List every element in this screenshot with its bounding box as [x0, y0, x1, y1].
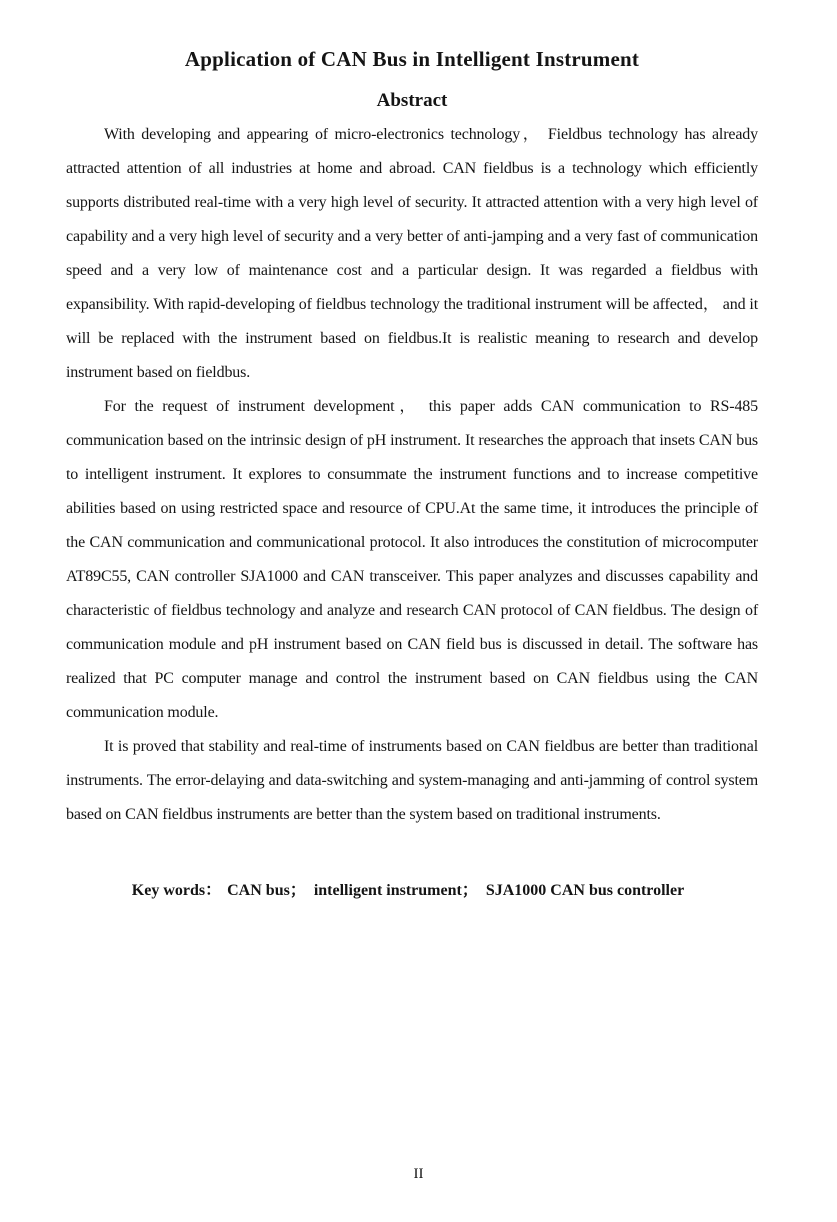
abstract-paragraph-1: With developing and appearing of micro-electronics technology， Fieldbus technology has already attracted attention of all industries at home and abroad. CAN fieldbus is a technology which efficiently supports distributed real-time with a very high level of security. It attracted attention with a very high level of capability and a very high level of security and a very better of anti-jamping and a very fast of communication speed and a very low of maintenance cost and a particular design. It was regarded a fieldbus with expansibility. With rapid-developing of fieldbus technology the traditional instrument will be affected， and it will be replaced with the instrument based on fieldbus.It is realistic meaning to research and develop instrument based on fieldbus. [66, 126, 758, 381]
keywords-line [66, 878, 758, 904]
page-number: II [413, 1166, 424, 1182]
abstract-page [66, 40, 758, 904]
document-title: Application of CAN Bus in Intelligent Instrument [184, 47, 640, 71]
keyword-item: SJA1000 CAN bus controller [485, 882, 685, 899]
keyword-item: CAN bus； [227, 882, 306, 899]
abstract-body [66, 118, 758, 832]
keywords-label: Key words： [131, 882, 222, 899]
abstract-paragraph-3: It is proved that stability and real-time of instruments based on CAN fieldbus are better than traditional instruments. The error-delaying and data-switching and system-managing and anti-jamming of control system based on CAN fieldbus instruments are better than the system based on traditional instruments. [66, 738, 758, 823]
keyword-item: intelligent instrument； [313, 882, 478, 899]
section-heading-abstract: Abstract [376, 90, 448, 111]
abstract-paragraph-2: For the request of instrument development， this paper adds CAN communication to RS-485 communication based on the intrinsic design of pH instrument. It researches the approach that insets CAN bus to intelligent instrument. It explores to consummate the instrument functions and to increase competitive abilities based on using restricted space and resource of CPU.At the same time, it introduces the principle of the CAN communication and communicational protocol. It also introduces the constitution of microcomputer AT89C55, CAN controller SJA1000 and CAN transceiver. This paper analyzes and discusses capability and characteristic of fieldbus technology and analyze and research CAN protocol of CAN fieldbus. The design of communication module and pH instrument based on CAN field bus is discussed in detail. The software has realized that PC computer manage and control the instrument based on CAN fieldbus using the CAN communication module. [66, 398, 758, 721]
